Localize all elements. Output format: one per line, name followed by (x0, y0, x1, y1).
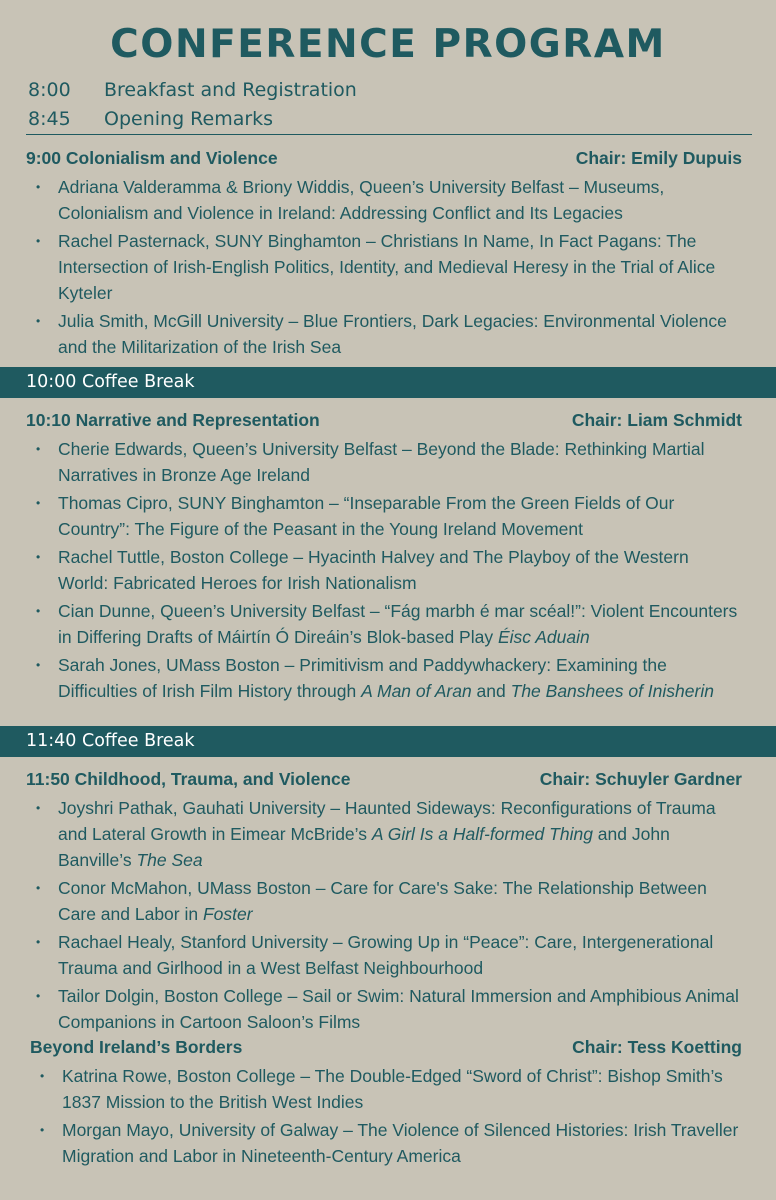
talk-item (26, 544, 742, 596)
talk-text: Katrina Rowe, Boston College – The Double-Edged “Sword of Christ”: Bishop Smith’s 1837 Mission to the British West Indies (62, 1066, 723, 1112)
session-title: Beyond Ireland’s Borders (30, 1037, 243, 1057)
talk-text: Conor McMahon, UMass Boston – Care for Care's Sake: The Relationship Between Care and Labor in (58, 878, 707, 924)
talk-list (26, 436, 742, 704)
talk-title-italic: Foster (202, 904, 253, 924)
talk-title-italic: Éisc Aduain (497, 627, 590, 647)
opening-schedule (28, 76, 357, 134)
talk-text: Rachael Healy, Stanford University – Growing Up in “Peace”: Care, Intergenerational Trauma and Girlhood in a West Belfast Neighbourhood (58, 932, 714, 978)
talk-text: and (471, 681, 511, 701)
talk-item (26, 652, 742, 704)
talk-text: Joyshri Pathak, Gauhati University – Haunted Sideways: Reconfigurations of Trauma and Lateral Growth in Eimear McBride’s (58, 798, 716, 844)
talk-item (26, 983, 742, 1035)
talk-item (26, 436, 742, 488)
session-childhood (26, 766, 742, 1037)
session-header (26, 145, 742, 171)
talk-item (26, 598, 742, 650)
coffee-break-bar: 10:00 Coffee Break (0, 367, 776, 398)
schedule-label: Breakfast and Registration (104, 79, 357, 101)
schedule-row (28, 76, 357, 105)
schedule-row (28, 105, 357, 134)
talk-item (26, 795, 742, 873)
divider-rule (26, 134, 752, 135)
session-title: 9:00 Colonialism and Violence (26, 148, 278, 168)
schedule-label: Opening Remarks (104, 108, 274, 130)
talk-title-italic: The Banshees of Inisherin (510, 681, 714, 701)
talk-text: Sarah Jones, UMass Boston – Primitivism and Paddywhackery: Examining the Difficulties of Irish Film History through (58, 655, 667, 701)
talk-list (30, 1063, 742, 1169)
schedule-time: 8:45 (28, 108, 71, 130)
talk-text: Rachel Pasternack, SUNY Binghamton – Christians In Name, In Fact Pagans: The Intersection of Irish-English Politics, Identity, and Medieval Heresy in the Trial of Alice Kyteler (58, 231, 716, 303)
session-chair: Chair: Tess Koetting (572, 1037, 742, 1057)
talk-text: Adriana Valderamma & Briony Widdis, Queen’s University Belfast – Museums, Colonialism and Violence in Ireland: Addressing Conflict and Its Legacies (58, 177, 665, 223)
talk-list (26, 174, 742, 360)
talk-text: Cian Dunne, Queen’s University Belfast – “Fág marbh é mar scéal!”: Violent Encounters in Differing Drafts of Máirtín Ó Direáin’s Blok-based Play (58, 601, 738, 647)
session-chair: Chair: Liam Schmidt (571, 410, 742, 430)
talk-text: Rachel Tuttle, Boston College – Hyacinth Halvey and The Playboy of the Western World: Fabricated Heroes for Irish Nationalism (58, 547, 689, 593)
session-beyond-borders (30, 1034, 742, 1171)
talk-text: Julia Smith, McGill University – Blue Frontiers, Dark Legacies: Environmental Violence and the Militarization of the Irish Sea (58, 311, 727, 357)
session-title: 11:50 Childhood, Trauma, and Violence (26, 769, 351, 789)
talk-item (30, 1063, 742, 1115)
session-header (26, 407, 742, 433)
schedule-time: 8:00 (28, 79, 71, 101)
session-header (26, 766, 742, 792)
talk-item (26, 490, 742, 542)
talk-text: Cherie Edwards, Queen’s University Belfast – Beyond the Blade: Rethinking Martial Narratives in Bronze Age Ireland (58, 439, 705, 485)
session-narrative (26, 407, 742, 706)
talk-item (26, 929, 742, 981)
session-header (30, 1034, 742, 1060)
talk-text: and John Banville’s (58, 824, 670, 870)
talk-list (26, 795, 742, 1035)
talk-text: Thomas Cipro, SUNY Binghamton – “Inseparable From the Green Fields of Our Country”: The Figure of the Peasant in the Young Ireland Movement (58, 493, 675, 539)
talk-title-italic: A Girl Is a Half-formed Thing (371, 824, 593, 844)
session-title: 10:10 Narrative and Representation (26, 410, 320, 430)
talk-item (26, 875, 742, 927)
talk-text: Morgan Mayo, University of Galway – The Violence of Silenced Histories: Irish Traveller Migration and Labor in Nineteenth-Century America (62, 1120, 739, 1166)
page-title: CONFERENCE PROGRAM (110, 22, 666, 67)
session-chair: Chair: Schuyler Gardner (539, 769, 742, 789)
talk-title-italic: A Man of Aran (361, 681, 472, 701)
talk-item (26, 228, 742, 306)
session-chair: Chair: Emily Dupuis (575, 148, 742, 168)
coffee-break-bar: 11:40 Coffee Break (0, 726, 776, 757)
talk-item (26, 308, 742, 360)
talk-item (26, 174, 742, 226)
talk-text: Tailor Dolgin, Boston College – Sail or Swim: Natural Immersion and Amphibious Animal Companions in Cartoon Saloon’s Films (58, 986, 739, 1032)
session-colonialism (26, 145, 742, 362)
talk-title-italic: The Sea (136, 850, 203, 870)
talk-item (30, 1117, 742, 1169)
